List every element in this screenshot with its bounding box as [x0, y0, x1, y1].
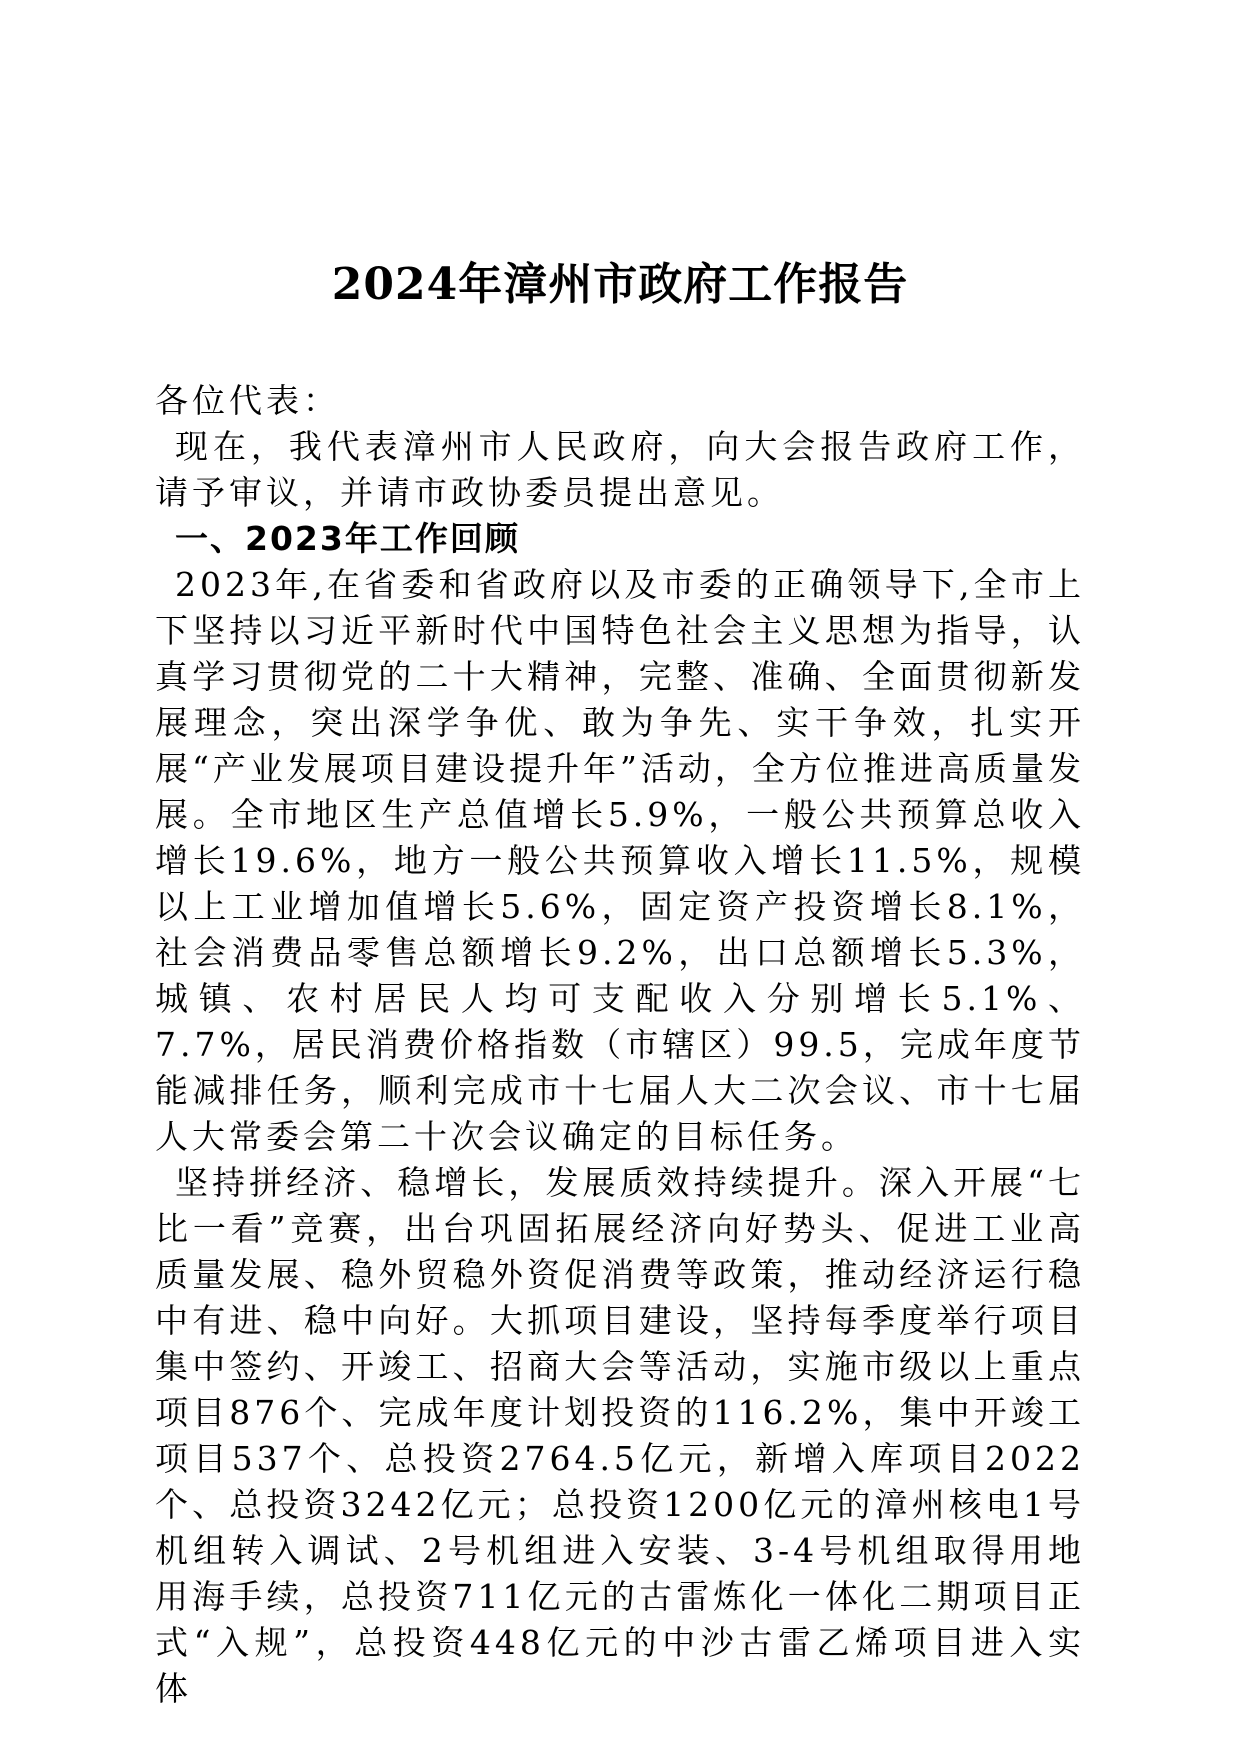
- salutation: 各位代表：: [155, 381, 340, 420]
- section-heading: 一、2023年工作回顾: [175, 519, 520, 558]
- document-title: 2024年漳州市政府工作报告: [331, 259, 909, 310]
- document-body: [155, 378, 1085, 1712]
- section-paragraph-summary: 2023年,在省委和省政府以及市委的正确领导下,全市上下坚持以习近平新时代中国特色社会主义思想为指导，认真学习贯彻党的二十大精神，完整、准确、全面贯彻新发展理念，突出深学争优、敢为争先、实干争效，扎实开展“产业发展项目建设提升年”活动，全方位推进高质量发展。全市地区生产总值增长5.9%，一般公共预算总收入增长19.6%，地方一般公共预算收入增长11.5%，规模以上工业增加值增长5.6%，固定资产投资增长8.1%，社会消费品零售总额增长9.2%，出口总额增长5.3%，城镇、农村居民人均可支配收入分别增长5.1%、7.7%，居民消费价格指数（市辖区）99.5，完成年度节能减排任务，顺利完成市十七届人大二次会议、市十七届人大常委会第二十次会议确定的目标任务。: [155, 565, 1085, 1156]
- section-paragraph-economy: 坚持拼经济、稳增长，发展质效持续提升。深入开展“七比一看”竞赛，出台巩固拓展经济向好势头、促进工业高质量发展、稳外贸稳外资促消费等政策，推动经济运行稳中有进、稳中向好。大抓项目建设，坚持每季度举行项目集中签约、开竣工、招商大会等活动，实施市级以上重点项目876个、完成年度计划投资的116.2%，集中开竣工项目537个、总投资2764.5亿元，新增入库项目2022个、总投资3242亿元；总投资1200亿元的漳州核电1号机组转入调试、2号机组进入安装、3-4号机组取得用地用海手续，总投资711亿元的古雷炼化一体化二期项目正式“入规”，总投资448亿元的中沙古雷乙烯项目进入实体: [155, 1163, 1085, 1708]
- intro-paragraph: 现在，我代表漳州市人民政府，向大会报告政府工作，请予审议，并请市政协委员提出意见。: [155, 427, 1085, 512]
